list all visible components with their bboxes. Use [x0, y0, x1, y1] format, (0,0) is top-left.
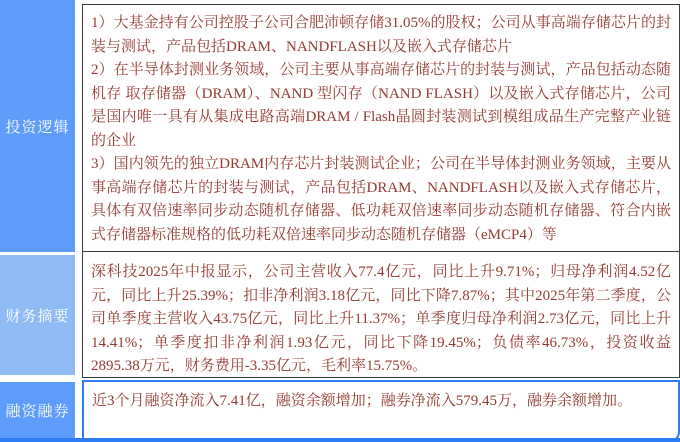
- section-financial-summary: [0, 252, 680, 378]
- investment-logic-content: [82, 4, 680, 252]
- investment-point-2: 2）在半导体封测业务领域，公司主要从事高端存储芯片的封装与测试，产品包括动态随机存 取存储器（DRAM）、NAND 型闪存（NAND FLASH）以及嵌入式存储芯片，公司是国内唯一具有从集成电路高端DRAM / Flash晶圆封装测试到模组成品生产完整产业链的企业: [91, 62, 671, 149]
- financial-summary-text: 深科技2025年中报显示，公司主营收入77.4亿元，同比上升9.71%；归母净利润4.52亿元，同比上升25.39%；扣非净利润3.18亿元，同比下降7.87%；其中2025年第二季度，公司单季度主营收入43.75亿元，同比上升11.37%；单季度归母净利润2.73亿元，同比上升14.41%；单季度扣非净利润1.93亿元，同比下降19.45%；负债率46.73%，投资收益2895.38万元，财务费用-3.35亿元，毛利率15.75%。: [91, 264, 671, 374]
- row-label-investment-logic: 投资逻辑: [0, 0, 75, 252]
- investment-point-1: 1）大基金持有公司控股子公司合肥沛顿存储31.05%的股权；公司从事高端存储芯片的封装与测试，产品包括DRAM、NANDFLASH以及嵌入式存储芯片: [91, 15, 671, 55]
- bottom-accent-bar: [0, 438, 680, 442]
- row-label-financial-summary: 财务摘要: [0, 255, 75, 375]
- section-margin-trading: [0, 378, 680, 442]
- investment-point-3: 3）国内领先的独立DRAM内存芯片封装测试企业；公司在半导体封测业务领域，主要从事高端存储芯片的封装与测试，产品包括DRAM、NANDFLASH以及嵌入式存储芯片，具体有双倍速率同步动态随机存储器、低功耗双倍速率同步动态随机存储器、符合内嵌式存储器标准规格的低功耗双倍速率同步动态随机存储器（eMCP4）等: [91, 156, 671, 243]
- margin-trading-content: [82, 380, 680, 442]
- financial-summary-content: [82, 252, 680, 378]
- row-label-margin-trading: 融资融券: [0, 382, 75, 438]
- margin-trading-text: 近3个月融资净流入7.41亿，融资余额增加；融券净流入579.45万，融券余额增加。: [92, 393, 633, 409]
